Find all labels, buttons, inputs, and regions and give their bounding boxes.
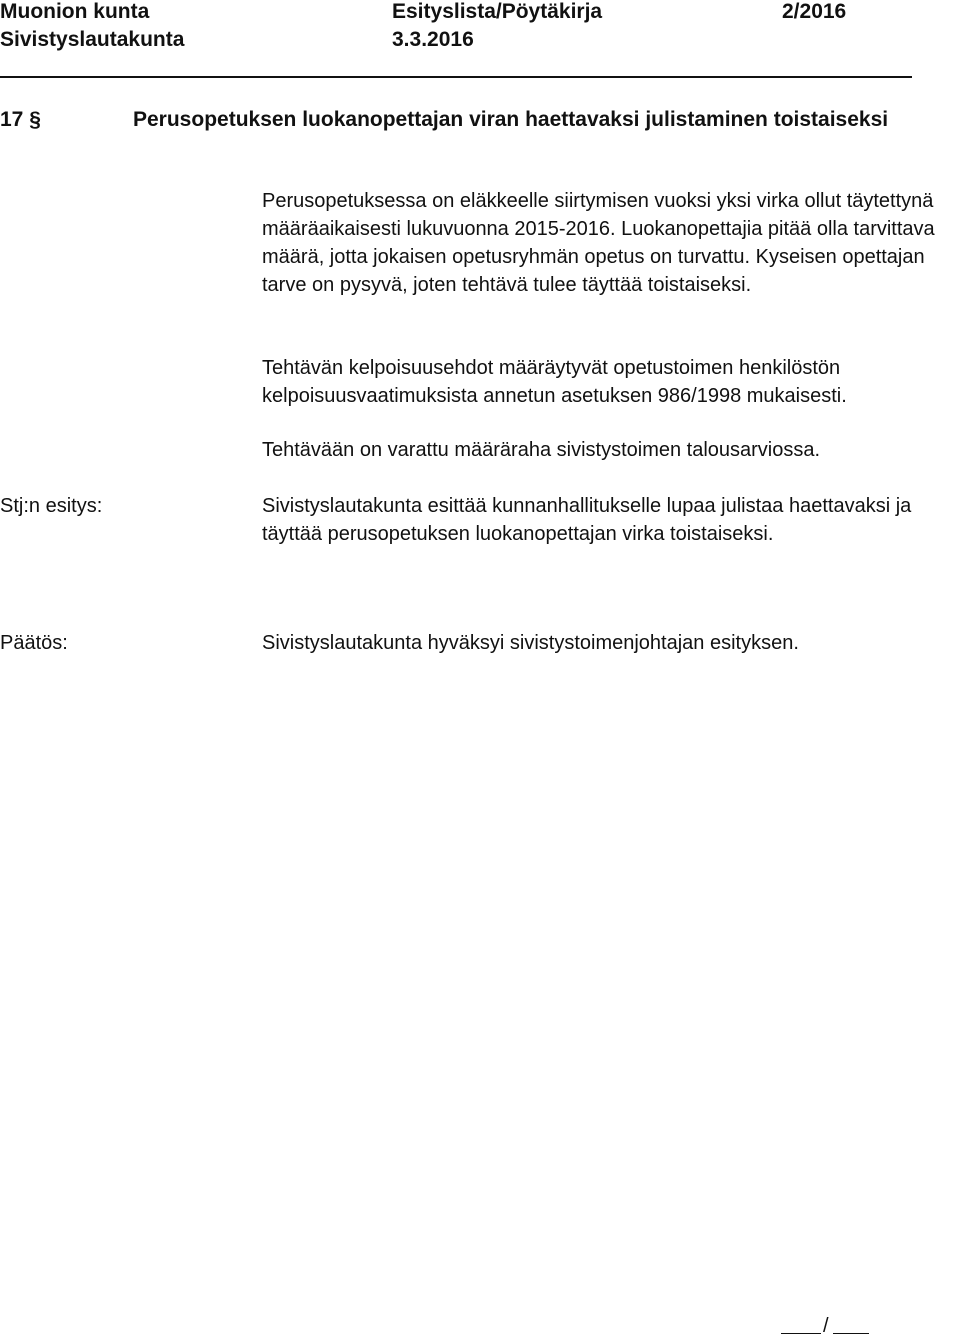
body-paragraph: Tehtävän kelpoisuusehdot määräytyvät opetustoimen henkilöstön kelpoisuusvaatimuksista annetun asetuksen 986/1998 mukaisesti. [262, 357, 847, 407]
decision-label: Päätös: [0, 632, 68, 654]
header-organization: Muonion kunta [0, 0, 150, 23]
decision-text: Sivistyslautakunta hyväksyi sivistystoimenjohtajan esityksen. [262, 632, 799, 654]
header-document-type: Esityslista/Pöytäkirja [392, 0, 603, 23]
header-divider [0, 76, 912, 78]
body-paragraph: Tehtävään on varattu määräraha sivistystoimen talousarviossa. [262, 439, 821, 461]
header-committee: Sivistyslautakunta [0, 28, 185, 51]
body-paragraph: Perusopetuksessa on eläkkeelle siirtymisen vuoksi yksi virka ollut täytettynä määräaikaisesti lukuvuonna 2015-2016. Luokanopettajia pitää olla tarvittava määrä, jotta jokaisen opetusryhmän opetus on turvattu. Kyseisen opettajan tarve on pysyvä, joten tehtävä tulee täyttää toistaiseksi. [262, 190, 935, 296]
header-meeting-date: 3.3.2016 [392, 28, 474, 51]
header-meeting-number: 2/2016 [782, 0, 847, 23]
agenda-item-number: 17 § [0, 108, 41, 131]
proposal-text: Sivistyslautakunta esittää kunnanhallitukselle lupaa julistaa haettavaksi ja täyttää perusopetuksen luokanopettajan virka toistaiseksi. [262, 495, 912, 545]
agenda-item-title: Perusopetuksen luokanopettajan viran haettavaksi julistaminen toistaiseksi [133, 108, 889, 131]
signature-line-left [781, 1313, 821, 1334]
signature-line-right [833, 1313, 869, 1334]
proposal-label: Stj:n esitys: [0, 495, 103, 517]
signature-separator: / [823, 1315, 829, 1337]
